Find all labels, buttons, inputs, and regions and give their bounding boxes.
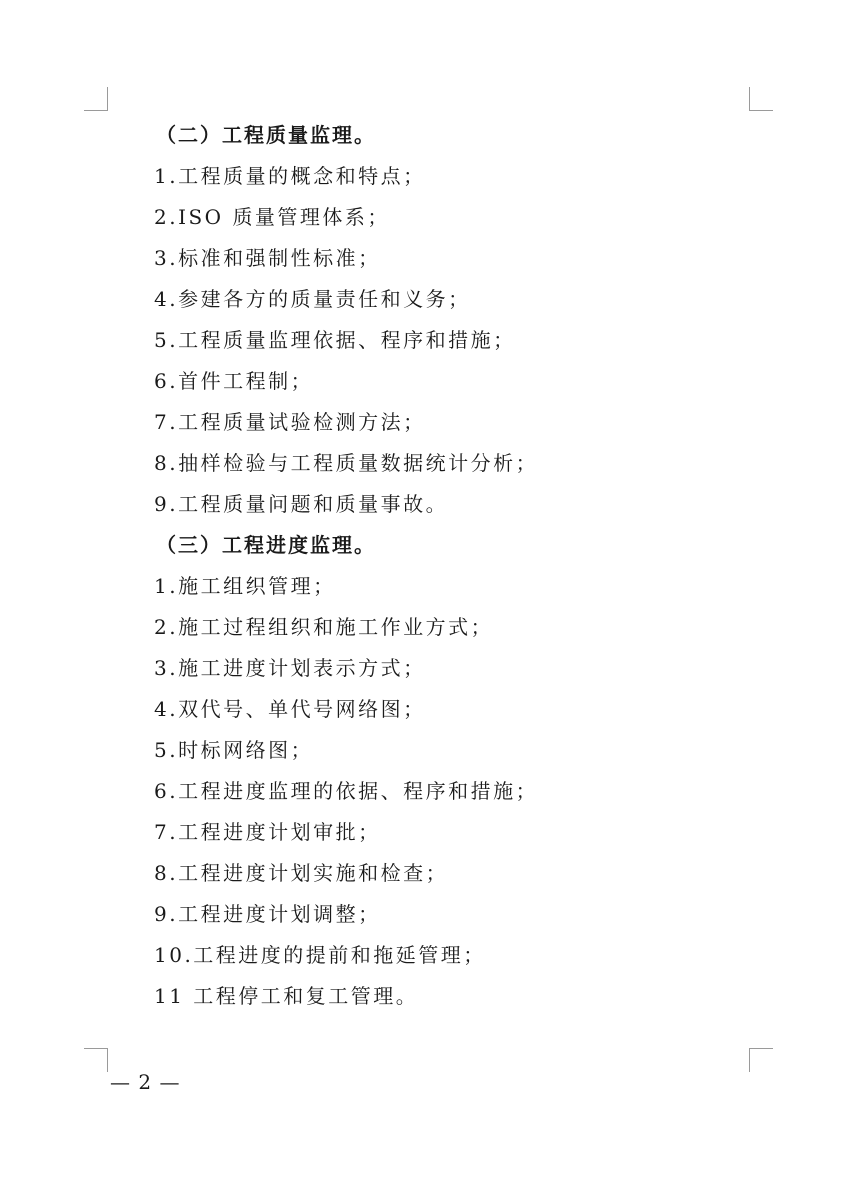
list-item: 7.工程质量试验检测方法； — [154, 410, 426, 434]
list-item: 1.施工组织管理； — [154, 574, 336, 598]
crop-mark-top-left — [84, 87, 108, 111]
page-number: — 2 — — [110, 1070, 181, 1094]
list-item: 2.ISO 质量管理体系； — [154, 205, 390, 229]
list-item: 1.工程质量的概念和特点； — [154, 164, 426, 188]
crop-mark-bottom-left — [84, 1048, 108, 1072]
list-item: 5.工程质量监理依据、程序和措施； — [154, 328, 516, 352]
list-item: 10.工程进度的提前和拖延管理； — [154, 943, 486, 967]
list-item: 8.抽样检验与工程质量数据统计分析； — [154, 451, 539, 475]
document-body — [154, 115, 754, 1017]
list-item: 2.施工过程组织和施工作业方式； — [154, 615, 494, 639]
list-item: 11 工程停工和复工管理。 — [154, 984, 419, 1008]
list-item: 5.时标网络图； — [154, 738, 314, 762]
section-heading-progress: （三）工程进度监理。 — [156, 533, 376, 557]
list-item: 3.施工进度计划表示方式； — [154, 656, 426, 680]
list-item: 9.工程进度计划调整； — [154, 902, 381, 926]
crop-mark-top-right — [749, 87, 773, 111]
list-item: 4.参建各方的质量责任和义务； — [154, 287, 471, 311]
list-item: 6.工程进度监理的依据、程序和措施； — [154, 779, 539, 803]
list-item: 8.工程进度计划实施和检查； — [154, 861, 449, 885]
section-heading-quality: （二）工程质量监理。 — [156, 123, 376, 147]
list-item: 9.工程质量问题和质量事故。 — [154, 492, 449, 516]
list-item: 6.首件工程制； — [154, 369, 314, 393]
list-item: 4.双代号、单代号网络图； — [154, 697, 426, 721]
list-item: 7.工程进度计划审批； — [154, 820, 381, 844]
list-item: 3.标准和强制性标准； — [154, 246, 381, 270]
crop-mark-bottom-right — [749, 1048, 773, 1072]
